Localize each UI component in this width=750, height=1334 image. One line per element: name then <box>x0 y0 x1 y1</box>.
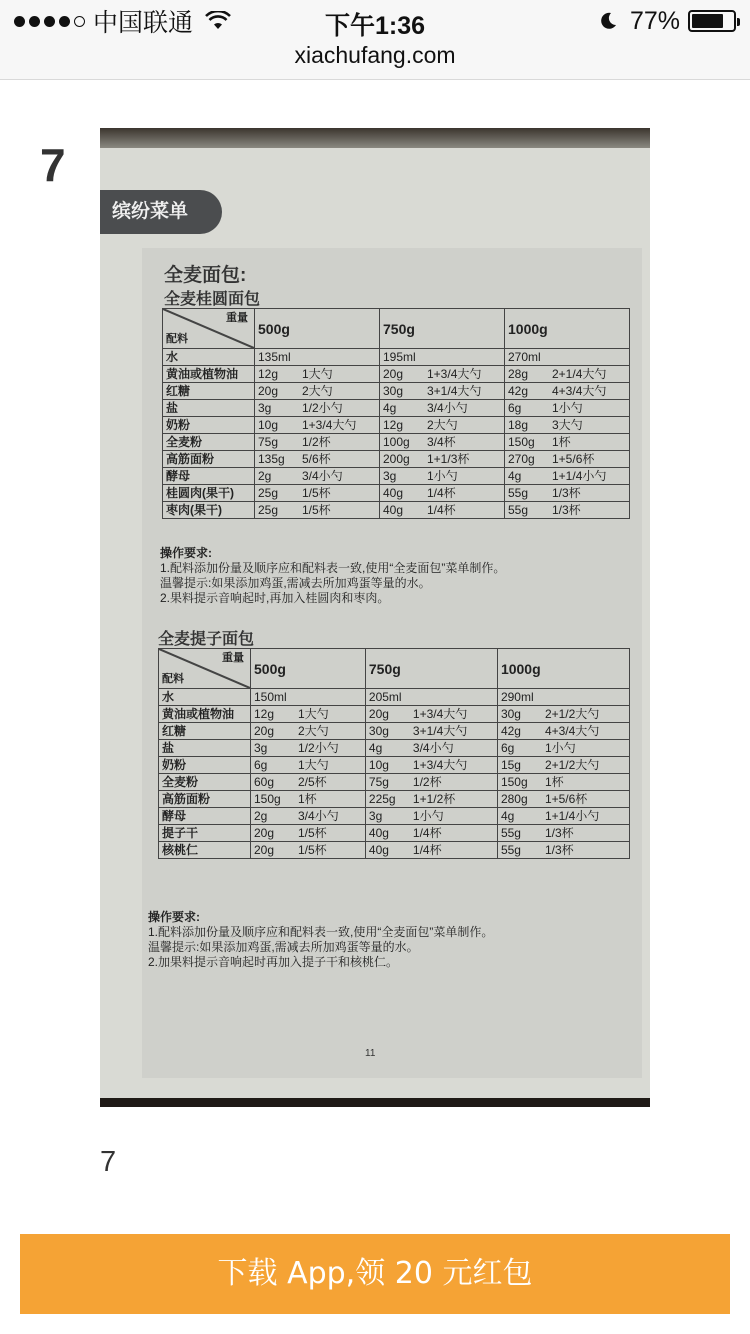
table-corner-cell <box>163 309 255 349</box>
amount-cell: 2g 3/4小勺 <box>255 468 380 485</box>
amount-cell: 55g 1/3杯 <box>505 502 630 519</box>
weight-column-header: 1000g <box>505 309 630 349</box>
paper-fold <box>100 128 650 148</box>
amount-cell: 4g 3/4小勺 <box>365 740 497 757</box>
amount-cell: 25g 1/5杯 <box>255 485 380 502</box>
amount-cell: 20g 2大勺 <box>255 383 380 400</box>
weight-column-header: 500g <box>255 309 380 349</box>
amount-cell: 55g 1/3杯 <box>505 485 630 502</box>
amount-cell: 12g 1大勺 <box>251 706 366 723</box>
ingredient-name: 核桃仁 <box>159 842 251 859</box>
table-row <box>163 451 630 468</box>
table-row <box>159 774 630 791</box>
amount-cell: 150g 1杯 <box>251 791 366 808</box>
table-row <box>163 434 630 451</box>
amount-cell: 25g 1/5杯 <box>255 502 380 519</box>
recipe-table-2 <box>158 648 630 859</box>
weight-column-header: 500g <box>251 649 366 689</box>
table-row <box>163 366 630 383</box>
amount-cell: 150ml <box>251 689 366 706</box>
status-time: 下午1:36 <box>324 12 426 40</box>
ingredient-name: 提子干 <box>159 825 251 842</box>
amount-cell: 225g 1+1/2杯 <box>365 791 497 808</box>
ingredient-name: 高筋面粉 <box>159 791 251 808</box>
weight-column-header: 750g <box>365 649 497 689</box>
amount-cell: 28g 2+1/4大勺 <box>505 366 630 383</box>
amount-cell: 3g 1/2小勺 <box>255 400 380 417</box>
ingredient-name: 黄油或植物油 <box>163 366 255 383</box>
ingredient-header-label: 配料 <box>166 333 188 345</box>
amount-cell: 100g 3/4杯 <box>380 434 505 451</box>
amount-cell: 10g 1+3/4大勺 <box>255 417 380 434</box>
table-row <box>159 689 630 706</box>
note-line: 操作要求: <box>148 910 200 924</box>
amount-cell: 40g 1/4杯 <box>380 502 505 519</box>
table-row <box>163 502 630 519</box>
table-header-row <box>163 309 630 349</box>
amount-cell: 6g 1小勺 <box>505 400 630 417</box>
amount-cell: 75g 1/2杯 <box>255 434 380 451</box>
amount-cell: 40g 1/4杯 <box>365 842 497 859</box>
ingredient-name: 酵母 <box>159 808 251 825</box>
recipe-table-1 <box>162 308 630 519</box>
table-corner-cell <box>159 649 251 689</box>
ingredient-name: 桂圆肉(果干) <box>163 485 255 502</box>
ingredient-name: 黄油或植物油 <box>159 706 251 723</box>
step-caption: 7 <box>100 1146 117 1178</box>
amount-cell: 2g 3/4小勺 <box>251 808 366 825</box>
table-row <box>163 400 630 417</box>
table-row <box>159 706 630 723</box>
amount-cell: 150g 1杯 <box>505 434 630 451</box>
amount-cell: 30g 3+1/4大勺 <box>365 723 497 740</box>
amount-cell: 270g 1+5/6杯 <box>505 451 630 468</box>
page-number: 11 <box>365 1048 376 1059</box>
ingredient-name: 全麦粉 <box>159 774 251 791</box>
amount-cell: 55g 1/3杯 <box>497 825 629 842</box>
ingredient-name: 水 <box>159 689 251 706</box>
note-line: 温馨提示:如果添加鸡蛋,需减去所加鸡蛋等量的水。 <box>148 940 419 954</box>
status-right <box>598 8 736 34</box>
amount-cell: 42g 4+3/4大勺 <box>497 723 629 740</box>
ingredient-name: 奶粉 <box>159 757 251 774</box>
amount-cell: 20g 1+3/4大勺 <box>380 366 505 383</box>
amount-cell: 75g 1/2杯 <box>365 774 497 791</box>
table-row <box>163 349 630 366</box>
step-number: 7 <box>40 139 66 191</box>
amount-cell: 55g 1/3杯 <box>497 842 629 859</box>
weight-header-label: 重量 <box>226 312 248 324</box>
note-line: 2.果料提示音响起时,再加入桂圆肉和枣肉。 <box>160 591 390 605</box>
amount-cell: 30g 2+1/2大勺 <box>497 706 629 723</box>
ingredient-name: 全麦粉 <box>163 434 255 451</box>
amount-cell: 20g 1/5杯 <box>251 842 366 859</box>
amount-cell: 20g 1/5杯 <box>251 825 366 842</box>
status-bar <box>0 0 750 80</box>
amount-cell: 40g 1/4杯 <box>365 825 497 842</box>
amount-cell: 30g 3+1/4大勺 <box>380 383 505 400</box>
amount-cell: 42g 4+3/4大勺 <box>505 383 630 400</box>
ingredient-name: 红糖 <box>163 383 255 400</box>
amount-cell: 60g 2/5杯 <box>251 774 366 791</box>
weight-header-label: 重量 <box>222 652 244 664</box>
amount-cell: 4g 3/4小勺 <box>380 400 505 417</box>
amount-cell: 135g 5/6杯 <box>255 451 380 468</box>
amount-cell: 280g 1+5/6杯 <box>497 791 629 808</box>
ingredient-name: 水 <box>163 349 255 366</box>
table-row <box>159 723 630 740</box>
battery-level <box>692 14 723 28</box>
note-line: 2.加果料提示音响起时再加入提子干和核桃仁。 <box>148 955 399 969</box>
amount-cell: 3g 1小勺 <box>380 468 505 485</box>
section-title-1: 全麦桂圆面包 <box>164 291 261 308</box>
note-line: 1.配料添加份量及顺序应和配料表一致,使用“全麦面包”菜单制作。 <box>160 561 506 575</box>
table-header-row <box>159 649 630 689</box>
amount-cell: 4g 1+1/4小勺 <box>497 808 629 825</box>
amount-cell: 12g 2大勺 <box>380 417 505 434</box>
recipe-page <box>100 148 650 1098</box>
book-title: 全麦面包: <box>164 265 247 286</box>
amount-cell: 205ml <box>365 689 497 706</box>
ingredient-name: 高筋面粉 <box>163 451 255 468</box>
battery-icon <box>688 10 736 32</box>
amount-cell: 20g 2大勺 <box>251 723 366 740</box>
note-line: 操作要求: <box>160 546 212 560</box>
ingredient-name: 酵母 <box>163 468 255 485</box>
battery-percent: 77% <box>629 6 680 35</box>
note-line: 温馨提示:如果添加鸡蛋,需减去所加鸡蛋等量的水。 <box>160 576 431 590</box>
table-row <box>159 808 630 825</box>
amount-cell: 12g 1大勺 <box>255 366 380 383</box>
table-row <box>163 468 630 485</box>
table-row <box>163 485 630 502</box>
amount-cell: 10g 1+3/4大勺 <box>365 757 497 774</box>
amount-cell: 3g 1小勺 <box>365 808 497 825</box>
section-title-2: 全麦提子面包 <box>158 631 255 648</box>
amount-cell: 150g 1杯 <box>497 774 629 791</box>
menu-tab: 缤纷菜单 <box>100 190 222 234</box>
moon-icon <box>598 11 618 31</box>
recipe-notes-2 <box>148 910 493 970</box>
note-line: 1.配料添加份量及顺序应和配料表一致,使用“全麦面包”菜单制作。 <box>148 925 494 939</box>
amount-cell: 40g 1/4杯 <box>380 485 505 502</box>
amount-cell: 6g 1大勺 <box>251 757 366 774</box>
carrier-name: 中国联通 <box>93 9 194 37</box>
ingredient-name: 盐 <box>159 740 251 757</box>
amount-cell: 4g 1+1/4小勺 <box>505 468 630 485</box>
amount-cell: 195ml <box>380 349 505 366</box>
amount-cell: 290ml <box>497 689 629 706</box>
table-row <box>159 825 630 842</box>
download-app-button[interactable]: 下载 App,领 20 元红包 <box>20 1234 730 1314</box>
amount-cell: 18g 3大勺 <box>505 417 630 434</box>
amount-cell: 3g 1/2小勺 <box>251 740 366 757</box>
ingredient-name: 枣肉(果干) <box>163 502 255 519</box>
weight-column-header: 1000g <box>497 649 629 689</box>
ingredient-name: 奶粉 <box>163 417 255 434</box>
amount-cell: 135ml <box>255 349 380 366</box>
table-row <box>159 842 630 859</box>
table-row <box>159 791 630 808</box>
weight-column-header: 750g <box>380 309 505 349</box>
amount-cell: 6g 1小勺 <box>497 740 629 757</box>
amount-cell: 270ml <box>505 349 630 366</box>
table-row <box>163 383 630 400</box>
table-row <box>163 417 630 434</box>
ingredient-name: 红糖 <box>159 723 251 740</box>
table-row <box>159 757 630 774</box>
amount-cell: 200g 1+1/3杯 <box>380 451 505 468</box>
amount-cell: 15g 2+1/2大勺 <box>497 757 629 774</box>
recipe-notes-1 <box>160 546 505 606</box>
amount-cell: 20g 1+3/4大勺 <box>365 706 497 723</box>
step-photo[interactable] <box>100 128 650 1107</box>
ingredient-name: 盐 <box>163 400 255 417</box>
page-url[interactable]: xiachufang.com <box>294 42 456 68</box>
ingredient-header-label: 配料 <box>162 673 184 685</box>
table-row <box>159 740 630 757</box>
